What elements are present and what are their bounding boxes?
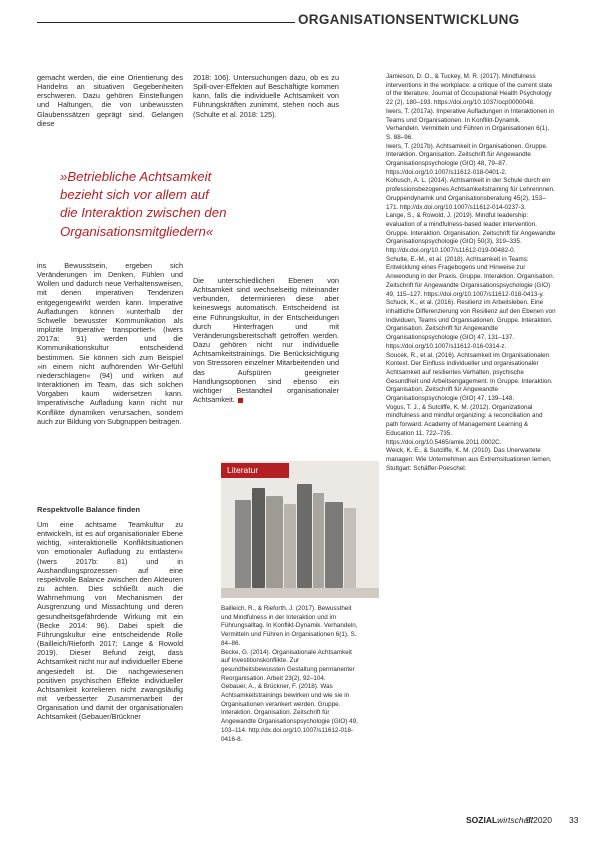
column1-lower-text: [37, 520, 183, 721]
reference-item: Iwers, T. (2017b). Achtsamkeit in Organisationen. Gruppe. Interaktion. Organisation. Zeitschrift für Angewandte Organisationspsychologie (GIO) 48, 79–87. https://doi.org/10.1007/s11612-018-0401-2.: [386, 142, 548, 176]
quote-line: die Interaktion zwischen den: [60, 205, 227, 221]
header-rule: [37, 22, 295, 23]
issue-number: 5/2020: [526, 815, 552, 825]
literature-image: [221, 461, 379, 598]
book: [313, 493, 324, 588]
reference-item: Schuck, K., et al. (2016). Resilienz im Arbeitsleben. Eine inhaltliche Differenzierung von Resilienz auf den Ebenen von Individuen, Teams und Organisationen. Gruppe. Interaktion. Organisation. Zeitschrift für Angewandte Organisationspsychologie (GIO) 47, 131–137. https://doi.org/10.1007/s11612-016-0314-z.: [386, 299, 556, 350]
end-mark-icon: [238, 398, 243, 403]
reference-item: Iwers, T. (2017a). Imperative Aufladungen in Interaktionen in Teams und Organisationen. In Konflikt-Dynamik. Verhandeln. Vermitteln und Führen in Organisationen 6(1), S. 88–96.: [386, 107, 554, 141]
column2-top-text: [193, 73, 339, 119]
book: [266, 496, 283, 588]
column2-mid-text: [193, 276, 339, 404]
book: [325, 502, 343, 588]
quote-line: »Betriebliche Achtsamkeit: [60, 169, 212, 184]
magazine-name-bold: SOZIAL: [466, 815, 498, 825]
book: [284, 504, 296, 588]
reference-item: Vogus, T. J., & Sutcliffe, K. M. (2012). Organizational mindfulness and mindful organizing: a reconciliation and path forward. Academy of Management Learning & Education 11, 722–735. https://doi.org/10.5465/amle.2011.0002C.: [386, 403, 543, 446]
references-column3: [386, 73, 556, 473]
paragraph: Die unterschiedlichen Ebenen von Achtsamkeit sind wechselseitig miteinander verbunden, determinieren diese aber keineswegs automatisch. Entscheidend ist eine Führungskultur, in der Entscheidungen durch Hinterfragen und mit Veränderungsbereitschaft getroffen werden. Dazu gehören nicht nur individuelle Achtsamkeitstrainings. Die Berücksichtigung von Stressoren einzelner Mitarbeitenden und das Aufspüren geeigneter Handlungsoptionen sind ebenso ein wichtiger Bestandteil organisationaler Achtsamkeit.: [193, 276, 339, 405]
section-title: ORGANISATIONSENTWICKLUNG: [298, 12, 520, 27]
book: [297, 484, 312, 588]
references-column2: [221, 605, 361, 744]
book: [252, 488, 265, 588]
reference-item: Bailleich, R., & Rieforth, J. (2017). Bewusstheit und Mindfulness in der Interaktion und im Führungsalltag. In Konflikt-Dynamik. Verhandeln, Vermitteln und Führen in Organisationen 6(1), S. 84–86.: [221, 605, 358, 647]
page-number: 33: [569, 815, 579, 825]
pull-quote: [60, 168, 340, 241]
column1-top-text: [37, 73, 183, 128]
magazine-name: [466, 815, 533, 825]
book: [344, 508, 356, 588]
reference-item: Lange, S., & Rowold, J. (2019). Mindful leadership: evaluation of a mindfulness-based leader intervention. Gruppe. Interaktion. Organisation. Zeitschrift für Angewandte Organisationspsychologie (GIO) 50(3), 319–335. http://dx.doi.org/10.1007/s11612-019-00482-0.: [386, 212, 556, 255]
quote-line: bezieht sich vor allem auf: [60, 187, 209, 203]
reference-item: Kohusch, A. L. (2014). Achtsamkeit in der Schule durch ein professionsbezogenes Achtsamkeitstraining für Lehrerinnen. Gruppendynamik und Organisationsberatung 45(2), 153–171. http://dx.doi.org/10.1007/s11612-014-0237-3.: [386, 177, 555, 211]
reference-item: Gebauer, A., & Brückner, F. (2018). Was Achtsamkeitstrainings bewirken und wie sie in Organisationen verankert werden. Gruppe. Interaktion. Organisation. Zeitschrift für Angewandte Organisationspsychologie (GIO) 49, 103–114. http://dx.doi.org/10.1007/s11612-018-0416-8.: [221, 683, 358, 743]
paragraph: Um eine achtsame Teamkultur zu entwickeln, ist es auf organisationaler Ebene wichtig, »interaktionelle Konfliktsituationen von emotionaler Aufladung zu entlasten« (Iwers 2017b: 81) und in Aushandlungsprozessen auf eine respektvolle Balance zwischen den Akteuren zu achten. Dies schließt auch die Wahrnehmung von Mechanismen der Ausgrenzung und Missachtung und deren gesundheitsgefährdende Wirkung mit ein (Becke 2014: 96). Dabei spielt die Führungskultur eine entscheidende Rolle (Bailleich/Rieforth 2017; Lange & Rowold 2019). Dieser Befund zeigt, dass Achtsamkeit nicht nur auf individueller Ebene angesiedelt ist. Die nachgewiesenen positiven psychischen Effekte individueller Achtsamkeit korrelieren nicht zwangsläufig mit verbesserter Zusammenarbeit der Organisation und damit der organisationalen Achtsamkeit (Gebauer/Brückner: [37, 520, 183, 722]
reference-item: Jamieson, D. O., & Tuckey, M. R. (2017). Mindfulness interventions in the workplace: a critique of the current state of the literature. Journal of Occupational Health Psychology 22 (2), 180–193. https://doi.org/10.1037/ocp0000048.: [386, 73, 553, 107]
column1-mid-text: [37, 261, 183, 426]
magazine-name-italic: wirtschaft: [497, 815, 534, 825]
reference-item: Schulte, E.-M., et al. (2018). Achtsamkeit in Teams: Entwicklung eines Fragebogens und Hinweise zur Anwendung in der Praxis. Gruppe. Interaktion. Organisation. Zeitschrift für Angewandte Organisationspsychologie (GIO) 49, 115–127. https://doi.org/10.1007/s11612-018-0413-y.: [386, 255, 555, 298]
shelf: [221, 588, 379, 598]
paragraph: ins Bewusstsein, ergeben sich Veränderungen im Denken, Fühlen und Wollen und dadurch neue Verhaltensweisen, mit denen imperativen Tendenzen entgegengewirkt werden kann. Imperative Aufladungen können »unterhalb der Schwelle bewusster Kommunikation als implizite Imperative transportiert« (Iwers 2017a: 91) werden und die Kommunikationskultur entscheidend bestimmen. Sie können sich zum Beispiel »in einem nicht aufhörenden Wir-Gefühl niederschlagen« (94) und wirken auf Interaktionen im Team, das sich solchen Vorgaben kaum widersetzen kann. Imperativische Aufladung kann nicht nur Konflikte dynamiken verursachen, sondern auch zur Bildung von Subgruppen beitragen.: [37, 261, 183, 426]
subheading: Respektvolle Balance finden: [37, 505, 140, 514]
quote-line: Organisationsmitgliedern«: [60, 223, 214, 239]
reference-item: Weick, K. E., & Sutcliffe, K. M. (2010). Das Unerwartete managen: Wie Unternehmen aus Extremsituationen lernen. Stuttgart: Schäffer-Poeschel.: [386, 447, 552, 472]
paragraph: gemacht werden, die eine Orientierung des Handelns an situativen Gegebenheiten erschweren. Dazu gehören Einstellungen und Haltungen, die von unbewussten Glaubenssätzen geprägt sind. Gelangen diese: [37, 73, 183, 128]
reference-item: Becke, G. (2014). Organisationale Achtsamkeit auf Investitionskonflikte. Zur gesundheitsbewussten Gestaltung permanenter Reorganisation. Arbeit 23(2), 92–104.: [221, 648, 355, 682]
reference-item: Soucek, R., et al. (2016). Achtsamkeit im Organisationalen Kontext. Der Einfluss individueller und organisationaler Achtsamkeit auf resilientes Verhalten, psychische Gesundheit und Arbeitsengagement. In Gruppe. Interaktion. Organisation. Zeitschrift für Angewandte Organisationspsychologie (GIO) 47, 139–148.: [386, 351, 553, 403]
literature-label: Literatur: [221, 463, 289, 478]
paragraph: 2018: 106). Untersuchungen dazu, ob es zu Spill-over-Effekten auf Beschäftigte kommen kann, falls die individuelle Achtsamkeit von Führungskräften zunimmt, stehen noch aus (Schulte et al. 2018: 125).: [193, 73, 339, 119]
book: [235, 500, 251, 588]
